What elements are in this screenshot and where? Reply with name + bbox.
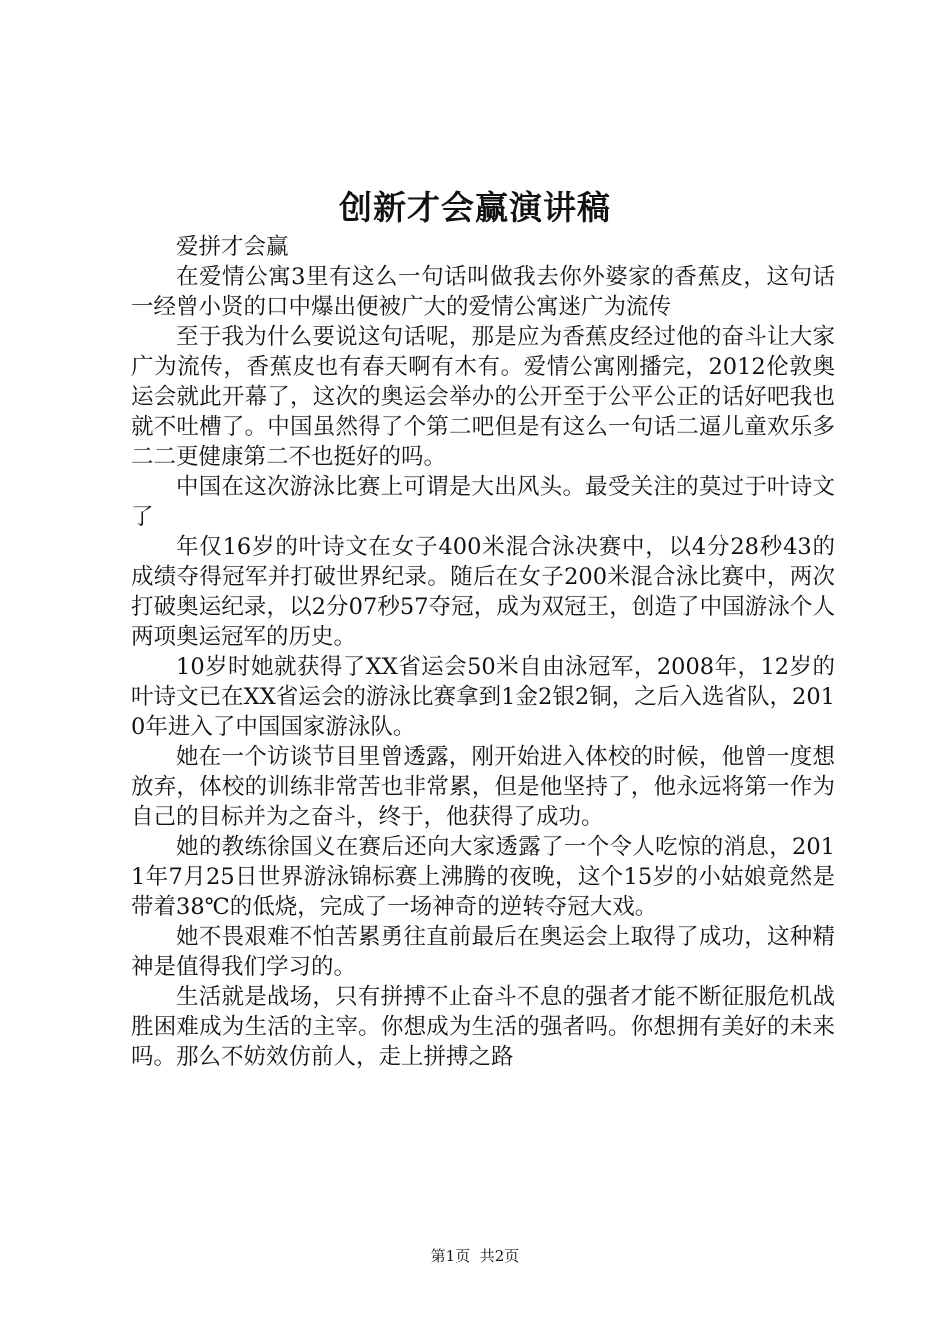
- paragraph-heading: 爱拼才会赢: [176, 234, 289, 260]
- document-title: 创新才会赢演讲稿: [339, 188, 611, 227]
- paragraph: 她在一个访谈节目里曾透露，刚开始进入体校的时候，他曾一度想放弃，体校的训练非常苦也非常累，但是他坚持了，他永远将第一作为自己的目标并为之奋斗，终于，他获得了成功。: [131, 744, 835, 830]
- paragraph: 生活就是战场，只有拼搏不止奋斗不息的强者才能不断征服危机战胜困难成为生活的主宰。你想成为生活的强者吗。你想拥有美好的未来吗。那么不妨效仿前人，走上拼搏之路: [131, 984, 835, 1070]
- page-footer: [0, 1246, 950, 1266]
- paragraph: 她的教练徐国义在赛后还向大家透露了一个令人吃惊的消息，2011年7月25日世界游泳锦标赛上沸腾的夜晚，这个15岁的小姑娘竟然是带着38℃的低烧，完成了一场神奇的逆转夺冠大戏。: [131, 834, 835, 920]
- paragraph: 她不畏艰难不怕苦累勇往直前最后在奥运会上取得了成功，这种精神是值得我们学习的。: [131, 924, 835, 980]
- document-body: [131, 232, 835, 1072]
- paragraph: 在爱情公寓3里有这么一句话叫做我去你外婆家的香蕉皮，这句话一经曾小贤的口中爆出便被广大的爱情公寓迷广为流传: [131, 264, 835, 320]
- paragraph: 至于我为什么要说这句话呢，那是应为香蕉皮经过他的奋斗让大家广为流传，香蕉皮也有春天啊有木有。爱情公寓刚播完，2012伦敦奥运会就此开幕了，这次的奥运会举办的公开至于公平公正的话好吧我也就不吐槽了。中国虽然得了个第二吧但是有这么一句话二逼儿童欢乐多二二更健康第二不也挺好的吗。: [131, 324, 835, 470]
- paragraph: 10岁时她就获得了XX省运会50米自由泳冠军，2008年，12岁的叶诗文已在XX省运会的游泳比赛拿到1金2银2铜，之后入选省队，2010年进入了中国国家游泳队。: [131, 654, 835, 740]
- paragraph: 年仅16岁的叶诗文在女子400米混合泳决赛中，以4分28秒43的成绩夺得冠军并打破世界纪录。随后在女子200米混合泳比赛中，两次打破奥运纪录，以2分07秒57夺冠，成为双冠王，创造了中国游泳个人两项奥运冠军的历史。: [131, 534, 835, 650]
- page-total: 共2页: [479, 1247, 520, 1265]
- paragraph: 中国在这次游泳比赛上可谓是大出风头。最受关注的莫过于叶诗文了: [131, 474, 835, 530]
- page-number: 第1页: [430, 1247, 471, 1265]
